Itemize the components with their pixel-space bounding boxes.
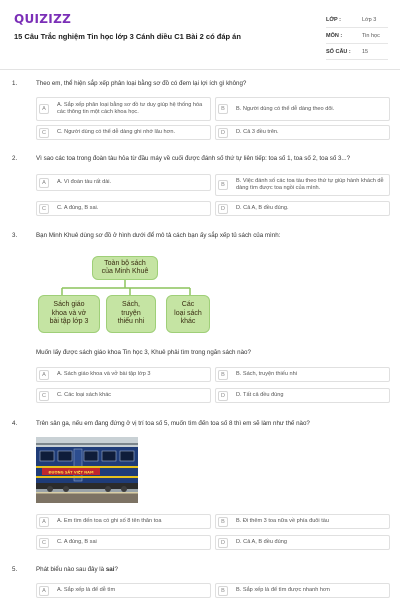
q2-option-a[interactable] xyxy=(36,174,211,191)
option-letter: C xyxy=(39,204,49,214)
emphasis-word: sai xyxy=(105,566,115,573)
q2-option-c[interactable] xyxy=(36,201,211,216)
option-letter: A xyxy=(39,586,49,596)
option-text: C. Các loại sách khác xyxy=(57,392,112,398)
question-text: Trên sân ga, nếu em đang đứng ở vị trí toa số 5, muốn tìm đến toa số 8 thì em sẽ làm như thế nào? xyxy=(36,420,310,427)
question-number: 4. xyxy=(12,420,18,427)
option-text: A. Sắp xếp phân loại bằng sơ đồ tư duy giúp hệ thống hóa các thông tin một cách khoa học. xyxy=(57,102,203,115)
option-text: B. Sắp xếp là để tìm được nhanh hơn xyxy=(236,587,330,593)
option-text: C. Người dùng có thể dễ dàng ghi nhớ lâu hơn. xyxy=(57,129,175,135)
meta-row-subject: MÔN : Tin học xyxy=(326,28,388,44)
option-text: C. A đúng, B sai. xyxy=(57,205,99,211)
option-letter: A xyxy=(39,104,49,114)
option-letter: B xyxy=(218,517,228,527)
diagram-root-node: Toàn bộ sách của Minh Khuê xyxy=(92,256,158,280)
option-text: D. Cả A, B đều đúng xyxy=(236,539,287,545)
q4-option-c[interactable] xyxy=(36,535,211,550)
question-number: 5. xyxy=(12,566,18,573)
question-number: 2. xyxy=(12,155,18,162)
q1-option-d[interactable] xyxy=(215,125,390,140)
option-letter: B xyxy=(218,370,228,380)
option-text: A. Em tìm đến toa có ghi số 8 tên thân toa xyxy=(57,518,162,524)
option-letter: C xyxy=(39,128,49,138)
option-letter: D xyxy=(218,538,228,548)
q3-option-a[interactable] xyxy=(36,367,211,382)
option-letter: A xyxy=(39,178,49,188)
option-letter: B xyxy=(218,586,228,596)
option-letter: D xyxy=(218,204,228,214)
option-text: A. Vì đoàn tàu rất dài. xyxy=(57,179,112,185)
option-letter: C xyxy=(39,538,49,548)
bookshelf-diagram xyxy=(30,252,220,340)
option-letter: A xyxy=(39,370,49,380)
option-letter: B xyxy=(218,104,228,114)
diagram-node-other-books: Các loại sách khác xyxy=(166,295,210,333)
diagram-node-storybooks: Sách, truyện thiếu nhi xyxy=(106,295,156,333)
option-text: B. Việc đánh số các toa tàu theo thứ tự giúp hành khách dễ dàng tìm được toa ngồi của mình. xyxy=(236,178,384,191)
option-text: B. Người dùng có thể dễ dàng theo dõi. xyxy=(236,105,335,112)
q2-option-b[interactable] xyxy=(215,174,390,196)
option-letter: B xyxy=(218,180,228,190)
option-text: D. Cả A, B đều đúng. xyxy=(236,205,289,211)
q3-option-b[interactable] xyxy=(215,367,390,382)
option-text: D. Cả 3 đều trên. xyxy=(236,129,279,135)
meta-row-class: LỚP : Lớp 3 xyxy=(326,12,388,28)
q1-option-b[interactable] xyxy=(215,97,390,121)
question-text: Bạn Minh Khuê dùng sơ đồ ở hình dưới để mô tả cách bạn ấy sắp xếp tủ sách của mình: xyxy=(36,232,281,239)
q4-option-a[interactable] xyxy=(36,514,211,529)
option-letter: D xyxy=(218,391,228,401)
q1-option-c[interactable] xyxy=(36,125,211,140)
option-letter: D xyxy=(218,128,228,138)
option-text: A. Sắp xếp là để dễ tìm xyxy=(57,587,116,593)
train-sign-text: ĐƯỜNG SẮT VIỆT NAM xyxy=(48,470,94,475)
question-text: Vì sao các toa trong đoàn tàu hỏa từ đầu máy về cuối được đánh số thứ tự liên tiếp: toa số 1, toa số 2, toa số 3...? xyxy=(36,155,351,162)
q4-option-d[interactable] xyxy=(215,535,390,550)
diagram-node-textbooks: Sách giáo khoa và vở bài tập lớp 3 xyxy=(38,295,100,333)
q5-option-a[interactable] xyxy=(36,583,211,598)
q2-option-d[interactable] xyxy=(215,201,390,216)
meta-box xyxy=(326,12,388,60)
q3-option-d[interactable] xyxy=(215,388,390,403)
q5-option-b[interactable] xyxy=(215,583,390,598)
q4-option-b[interactable] xyxy=(215,514,390,529)
question-text: Phát biểu nào sau đây là sai? xyxy=(36,566,118,573)
option-text: A. Sách giáo khoa và vở bài tập lớp 3 xyxy=(57,371,151,377)
train-photo xyxy=(36,437,138,503)
q3-option-c[interactable] xyxy=(36,388,211,403)
option-text: C. A đúng, B sai xyxy=(57,539,97,545)
worksheet-header xyxy=(0,0,400,70)
quizizz-logo: QUIZIZZ xyxy=(14,12,72,26)
document-title: 15 Câu Trắc nghiệm Tin học lớp 3 Cánh diều C1 Bài 2 có đáp án xyxy=(14,32,241,41)
q1-option-a[interactable] xyxy=(36,97,211,121)
question-number: 3. xyxy=(12,232,18,239)
meta-row-question-count: SỐ CÂU : 15 xyxy=(326,44,388,60)
option-text: D. Tất cả đều đúng xyxy=(236,392,284,398)
option-letter: C xyxy=(39,391,49,401)
question-number: 1. xyxy=(12,80,18,87)
question-text: Muốn lấy được sách giáo khoa Tin học 3, Khuê phải tìm trong ngăn sách nào? xyxy=(36,349,251,356)
question-text: Theo em, thể hiện sắp xếp phân loại bằng sơ đồ có đem lại lợi ích gì không? xyxy=(36,80,247,87)
train-illustration xyxy=(36,437,138,503)
option-letter: A xyxy=(39,517,49,527)
option-text: B. Sách, truyện thiếu nhi xyxy=(236,371,297,377)
option-text: B. Đi thêm 3 toa nữa về phía đuôi tàu xyxy=(236,518,329,524)
